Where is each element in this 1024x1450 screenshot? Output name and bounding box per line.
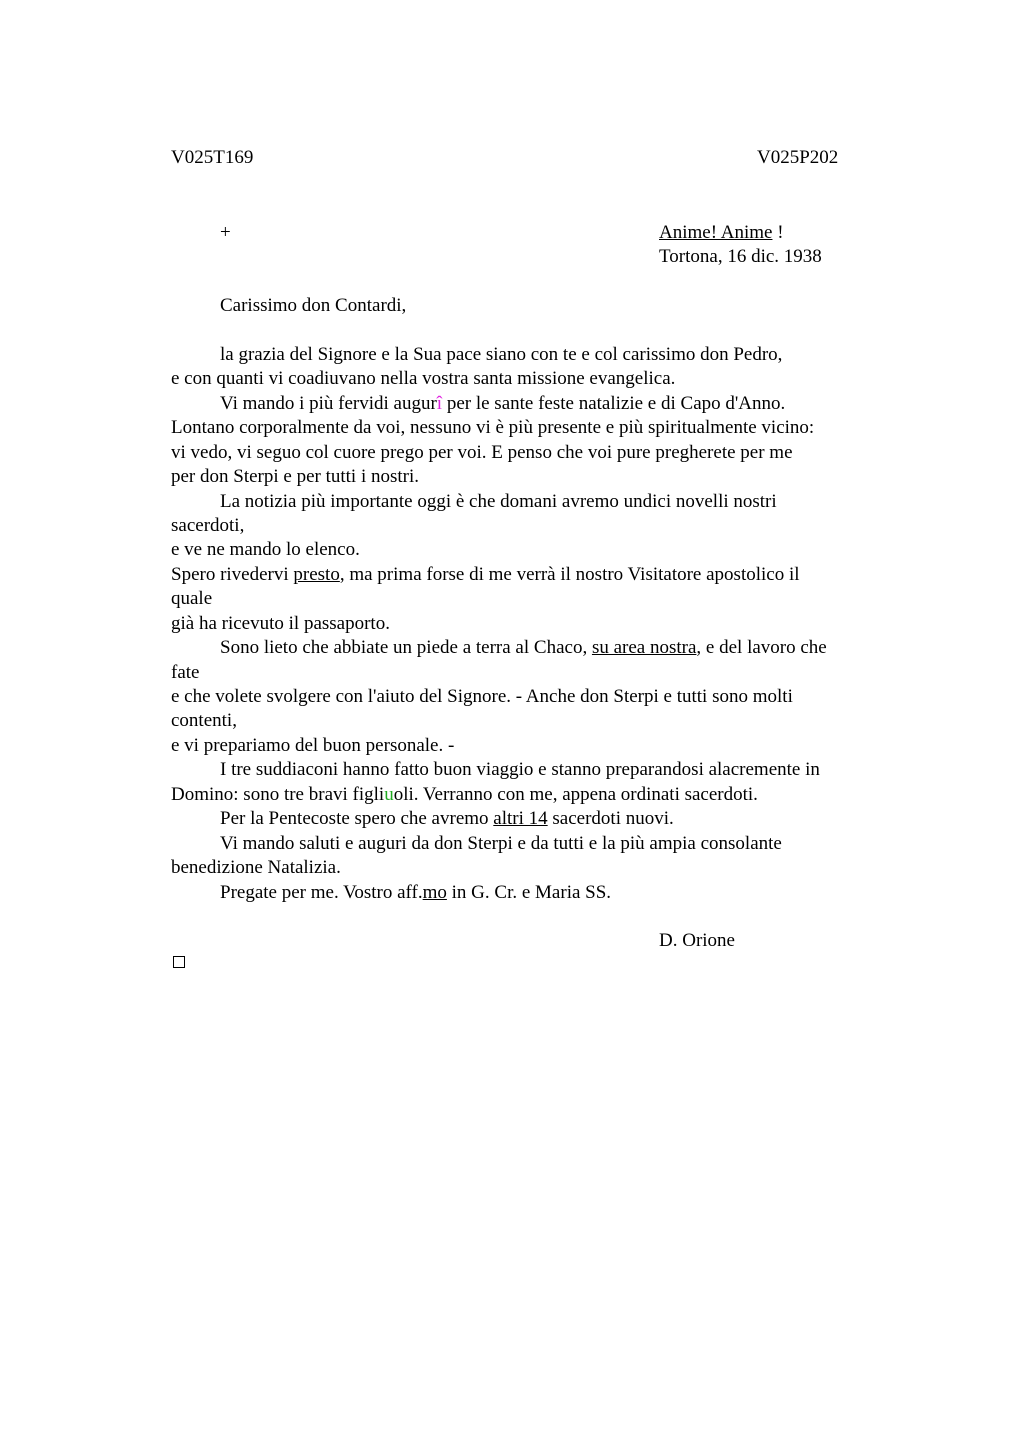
body-line — [220, 881, 611, 905]
body-line: e che volete svolgere con l'aiuto del Signore. - Anche don Sterpi e tutti sono molti — [171, 686, 793, 707]
highlighted-char: u — [384, 784, 394, 805]
body-line-text: sacerdoti nuovi. — [547, 808, 674, 829]
highlighted-char: î — [436, 393, 443, 414]
salutation: Carissimo don Contardi, — [220, 295, 407, 316]
body-line: Vi mando saluti e auguri da don Sterpi e da tutti e la più ampia consolante — [220, 833, 782, 854]
empty-square-icon — [173, 956, 185, 968]
body-line-text: , ma prima forse di me verrà il nostro Visitatore apostolico il — [339, 564, 800, 585]
body-line: già ha ricevuto il passaporto. — [171, 613, 390, 634]
body-line: sacerdoti, — [171, 515, 245, 536]
body-line: La notizia più importante oggi è che domani avremo undici novelli nostri — [220, 491, 777, 512]
motto — [659, 221, 784, 245]
body-line-text: Sono lieto che abbiate un piede a terra al Chaco, — [220, 637, 592, 658]
body-line: benedizione Natalizia. — [171, 857, 341, 878]
body-line: la grazia del Signore e la Sua pace siano con te e col carissimo don Pedro, — [220, 344, 783, 365]
body-line: vi vedo, vi seguo col cuore prego per voi. E penso che voi pure pregherete per me — [171, 442, 793, 463]
body-line: quale — [171, 588, 213, 609]
body-line — [220, 392, 785, 416]
body-line-text: Per la Pentecoste spero che avremo — [220, 808, 494, 829]
underlined-text: su area nostra — [591, 637, 697, 658]
body-line-text: Domino: sono tre bravi figli — [171, 784, 385, 805]
body-line: Lontano corporalmente da voi, nessuno vi è più presente e più spiritualmente vicino: — [171, 417, 815, 438]
body-line-text: , e del lavoro che — [696, 637, 827, 658]
signature: D. Orione — [659, 930, 735, 951]
motto-punct: ! — [772, 222, 784, 243]
body-line-text: Vi mando i più fervidi augur — [220, 393, 437, 414]
body-line: fate — [171, 662, 200, 683]
body-line: e ve ne mando lo elenco. — [171, 539, 360, 560]
body-line — [220, 636, 827, 660]
body-line: e vi prepariamo del buon personale. - — [171, 735, 455, 756]
body-line-text: oli. Verranno con me, appena ordinati sacerdoti. — [393, 784, 758, 805]
underlined-text: presto — [293, 564, 340, 585]
body-line-text: per le sante feste natalizie e di Capo d'Anno. — [442, 393, 786, 414]
cross-symbol: + — [220, 222, 231, 243]
body-line — [171, 563, 800, 587]
underlined-text: altri 14 — [493, 808, 548, 829]
document-code-right: V025P202 — [757, 147, 839, 168]
body-line: contenti, — [171, 710, 237, 731]
place-date: Tortona, 16 dic. 1938 — [659, 246, 822, 267]
document-code-left: V025T169 — [171, 147, 254, 168]
motto-text: Anime! Anime — [659, 222, 773, 243]
body-line: per don Sterpi e per tutti i nostri. — [171, 466, 420, 487]
body-line-text: Pregate per me. Vostro aff. — [220, 882, 423, 903]
body-line: I tre suddiaconi hanno fatto buon viaggio e stanno preparandosi alacremente in — [220, 759, 820, 780]
body-line: e con quanti vi coadiuvano nella vostra santa missione evangelica. — [171, 368, 676, 389]
underlined-text: mo — [422, 882, 447, 903]
body-line-text: Spero rivedervi — [171, 564, 294, 585]
body-line-text: in G. Cr. e Maria SS. — [446, 882, 612, 903]
body-line — [171, 783, 758, 807]
body-line — [220, 807, 674, 831]
